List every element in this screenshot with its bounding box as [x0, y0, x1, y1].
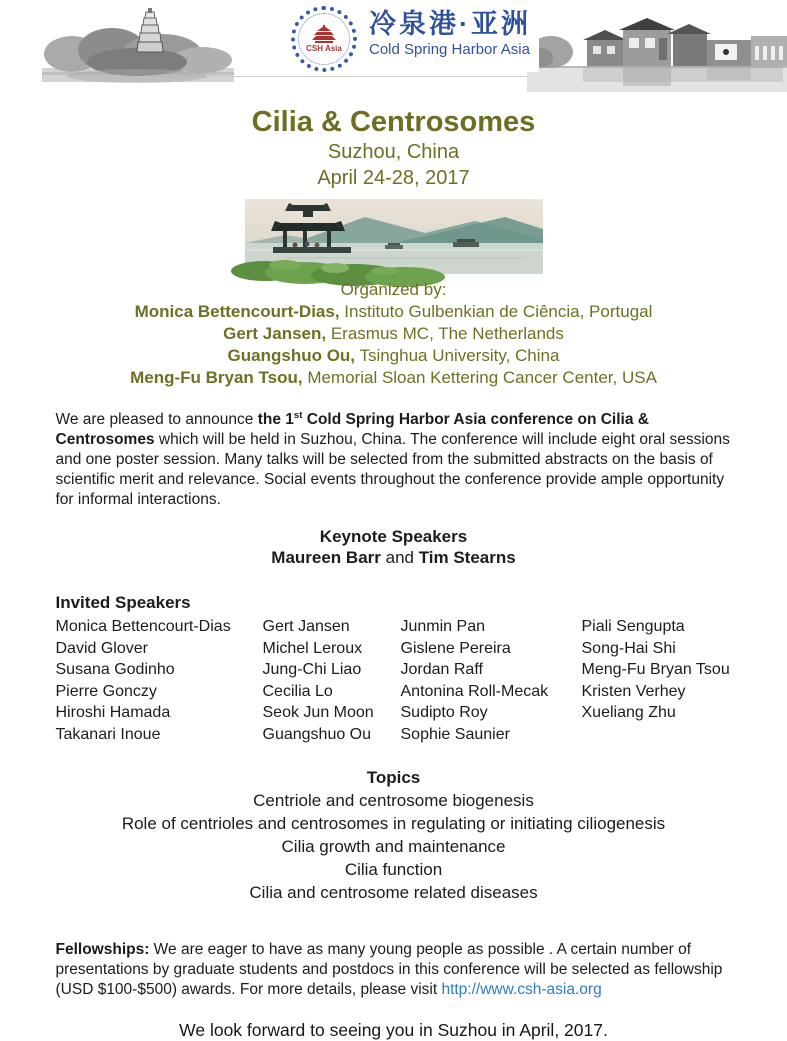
- speaker-name: Kristen Verhey: [581, 682, 686, 700]
- invited-speakers-section: [56, 592, 732, 745]
- intro-bold-text: the 1: [257, 411, 294, 429]
- organizers-section: [0, 279, 787, 389]
- speaker-column-3: [401, 616, 582, 745]
- speaker-name: Sudipto Roy: [400, 704, 488, 722]
- logo-chinese-title: 冷泉港·亚洲: [369, 9, 531, 39]
- speaker-name: Takanari Inoue: [55, 725, 161, 743]
- speaker-name: Sophie Saunier: [400, 725, 510, 743]
- topic-item: Role of centrioles and centrosomes in regulating or initiating ciliogenesis: [121, 814, 666, 834]
- csh-asia-logo: [283, 6, 539, 72]
- topic-item: Centriole and centrosome biogenesis: [253, 791, 534, 811]
- organizer-line: [0, 301, 787, 323]
- organizer-name: Monica Bettencourt-Dias,: [134, 302, 340, 321]
- speaker-name: Junmin Pan: [400, 618, 485, 636]
- speaker-name: Michel Leroux: [262, 639, 363, 657]
- organizer-affiliation: Memorial Sloan Kettering Cancer Center, USA: [302, 368, 657, 387]
- speaker-name: Pierre Gonczy: [55, 682, 157, 700]
- dna-ring-icon: [291, 6, 357, 72]
- csh-asia-link[interactable]: http://www.csh-asia.org: [441, 981, 602, 999]
- intro-post: which will be held in Suzhou, China. The conference will include eight oral sessions and one poster session. Many talks will be selected from the submitted abstracts on the basis of scientific merit and relevance. Social events throughout the conference provide ample opportunity for informal interactions.: [55, 431, 730, 509]
- speaker-name: Gislene Pereira: [400, 639, 511, 657]
- organizer-affiliation: Instituto Gulbenkian de Ciência, Portugal: [339, 302, 653, 321]
- logo-wordmark: [369, 6, 531, 60]
- speaker-name: Hiroshi Hamada: [55, 704, 171, 722]
- topic-item: Cilia growth and maintenance: [281, 837, 506, 857]
- organizer-line: [0, 367, 787, 389]
- speaker-name: Guangshuo Ou: [262, 725, 372, 743]
- conference-title: Cilia & Centrosomes: [251, 106, 536, 138]
- conference-location: Suzhou, China: [327, 141, 460, 163]
- csh-asia-label: CSH Asia: [306, 44, 342, 53]
- speaker-column-1: [56, 616, 263, 745]
- speaker-column-4: [582, 616, 732, 745]
- logo-english-title: Cold Spring Harbor Asia: [369, 41, 530, 58]
- tiger-hill-pagoda-photo: [42, 6, 234, 88]
- organizer-affiliation: Tsinghua University, China: [355, 346, 560, 365]
- intro-pre: We are pleased to announce: [55, 411, 258, 429]
- speaker-name: Meng-Fu Bryan Tsou: [581, 661, 730, 679]
- intro-superscript: st: [293, 410, 303, 421]
- invited-speakers-heading: Invited Speakers: [55, 593, 191, 613]
- topics-heading: Topics: [366, 768, 421, 788]
- keynote-speaker-1: Maureen Barr: [271, 548, 381, 568]
- speaker-name: Seok Jun Moon: [262, 704, 374, 722]
- keynote-section: [0, 526, 787, 568]
- organizer-line: [0, 345, 787, 367]
- organized-by-heading: Organized by:: [340, 280, 447, 299]
- topics-section: [0, 766, 787, 904]
- organizer-name: Meng-Fu Bryan Tsou,: [130, 368, 303, 387]
- speaker-name: Piali Sengupta: [581, 618, 685, 636]
- keynote-heading: Keynote Speakers: [319, 527, 468, 547]
- topic-item: Cilia and centrosome related diseases: [249, 883, 538, 903]
- organizer-affiliation: Erasmus MC, The Netherlands: [326, 324, 564, 343]
- organizer-name: Gert Jansen,: [223, 324, 327, 343]
- keynote-connector: and: [380, 548, 419, 568]
- conference-center-photo: [527, 0, 787, 92]
- fellowships-label: Fellowships:: [55, 941, 150, 959]
- organizer-line: [0, 323, 787, 345]
- fellowships-text: We are eager to have as many young people as possible . A certain number of presentations by graduate students and postdocs in this conference will be selected as fellowship (USD $100-$500) awards. For more details, please visit: [55, 941, 723, 999]
- keynote-speakers-line: [0, 547, 787, 568]
- intro-bold-text-2: Cold Spring Harbor Asia conference on Cilia & Centrosomes: [55, 411, 649, 449]
- speaker-column-2: [263, 616, 401, 745]
- west-lake-photo: [245, 199, 543, 274]
- speaker-name: Jordan Raff: [400, 661, 483, 679]
- conference-dates: April 24-28, 2017: [317, 167, 470, 189]
- invited-speakers-grid: [56, 616, 732, 745]
- organizer-name: Guangshuo Ou,: [227, 346, 356, 365]
- dna-ring-inner-icon: [298, 13, 350, 65]
- speaker-name: Monica Bettencourt-Dias: [55, 618, 231, 636]
- intro-paragraph: [56, 406, 732, 510]
- header-banner: [0, 0, 787, 92]
- speaker-name: Jung-Chi Liao: [262, 661, 362, 679]
- speaker-name: Gert Jansen: [262, 618, 350, 636]
- speaker-name: Xueliang Zhu: [581, 704, 676, 722]
- closing-line: We look forward to seeing you in Suzhou in April, 2017.: [179, 1020, 608, 1041]
- speaker-name: Song-Hai Shi: [581, 639, 676, 657]
- speaker-name: Antonina Roll-Mecak: [400, 682, 549, 700]
- fellowships-paragraph: [56, 940, 732, 1000]
- topic-item: Cilia function: [344, 860, 443, 880]
- speaker-name: Susana Godinho: [55, 661, 175, 679]
- speaker-name: Cecilia Lo: [262, 682, 333, 700]
- speaker-name: David Glover: [55, 639, 148, 657]
- keynote-speaker-2: Tim Stearns: [418, 548, 516, 568]
